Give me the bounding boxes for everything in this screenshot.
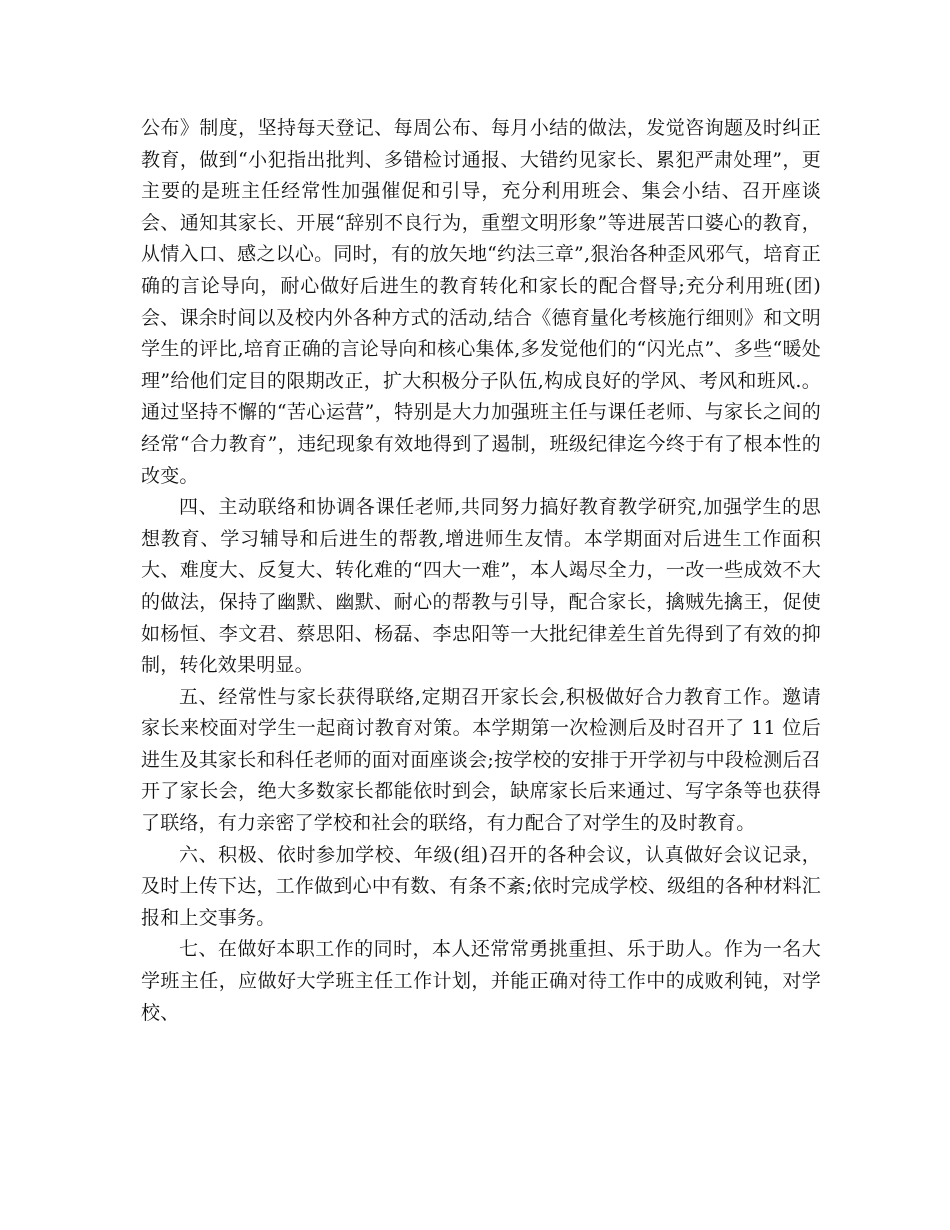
paragraph-1: 公布》制度，坚持每天登记、每周公布、每月小结的做法，发觉咨询题及时纠正教育，做到“小犯指出批判、多错检讨通报、大错约见家长、累犯严肃处理”，更主要的是班主任经常性加强催促和引导，充分利用班会、集会小结、召开座谈会、通知其家长、开展“辞别不良行为，重塑文明形象”等进展苦口婆心的教育，从情入口、感之以心。同时，有的放矢地“约法三章”,狠治各种歪风邪气，培育正确的言论导向，耐心做好后进生的教育转化和家长的配合督导;充分利用班(团)会、课余时间以及校内外各种方式的活动,结合《德育量化考核施行细则》和文明学生的评比,培育正确的言论导向和核心集体,多发觉他们的“闪光点”、多些“暖处理”给他们定目的限期改正，扩大积极分子队伍,构成良好的学风、考风和班风.。通过坚持不懈的“苦心运营”，特别是大力加强班主任与课任老师、与家长之间的经常“合力教育”，违纪现象有效地得到了遏制，班级纪律迄今终于有了根本性的改变。: [141, 117, 821, 487]
paragraph-3: 五、经常性与家长获得联络,定期召开家长会,积极做好合力教育工作。邀请家长来校面对学生一起商讨教育对策。本学期第一次检测后及时召开了 11 位后进生及其家长和科任老师的面对面座谈会;按学校的安排于开学初与中段检测后召开了家长会，绝大多数家长都能依时到会，缺席家长后来通过、写字条等也获得了联络，有力亲密了学校和社会的联络，有力配合了对学生的及时教育。: [141, 685, 821, 835]
paragraph-4: 六、积极、依时参加学校、年级(组)召开的各种会议，认真做好会议记录，及时上传下达，工作做到心中有数、有条不紊;依时完成学校、级组的各种材料汇报和上交事务。: [141, 843, 821, 929]
document-body: [141, 113, 821, 1029]
paragraph-5: 七、在做好本职工作的同时，本人还常常勇挑重担、乐于助人。作为一名大学班主任，应做好大学班主任工作计划，并能正确对待工作中的成败利钝，对学校、: [141, 938, 821, 1024]
paragraph-2: 四、主动联络和协调各课任老师,共同努力搞好教育教学研究,加强学生的思想教育、学习辅导和后进生的帮教,增进师生友情。本学期面对后进生工作面积大、难度大、反复大、转化难的“四大一难”，本人竭尽全力，一改一些成效不大的做法，保持了幽默、幽默、耐心的帮教与引导，配合家长，擒贼先擒王，促使如杨恒、李文君、蔡思阳、杨磊、李忠阳等一大批纪律差生首先得到了有效的抑制，转化效果明显。: [141, 496, 821, 677]
